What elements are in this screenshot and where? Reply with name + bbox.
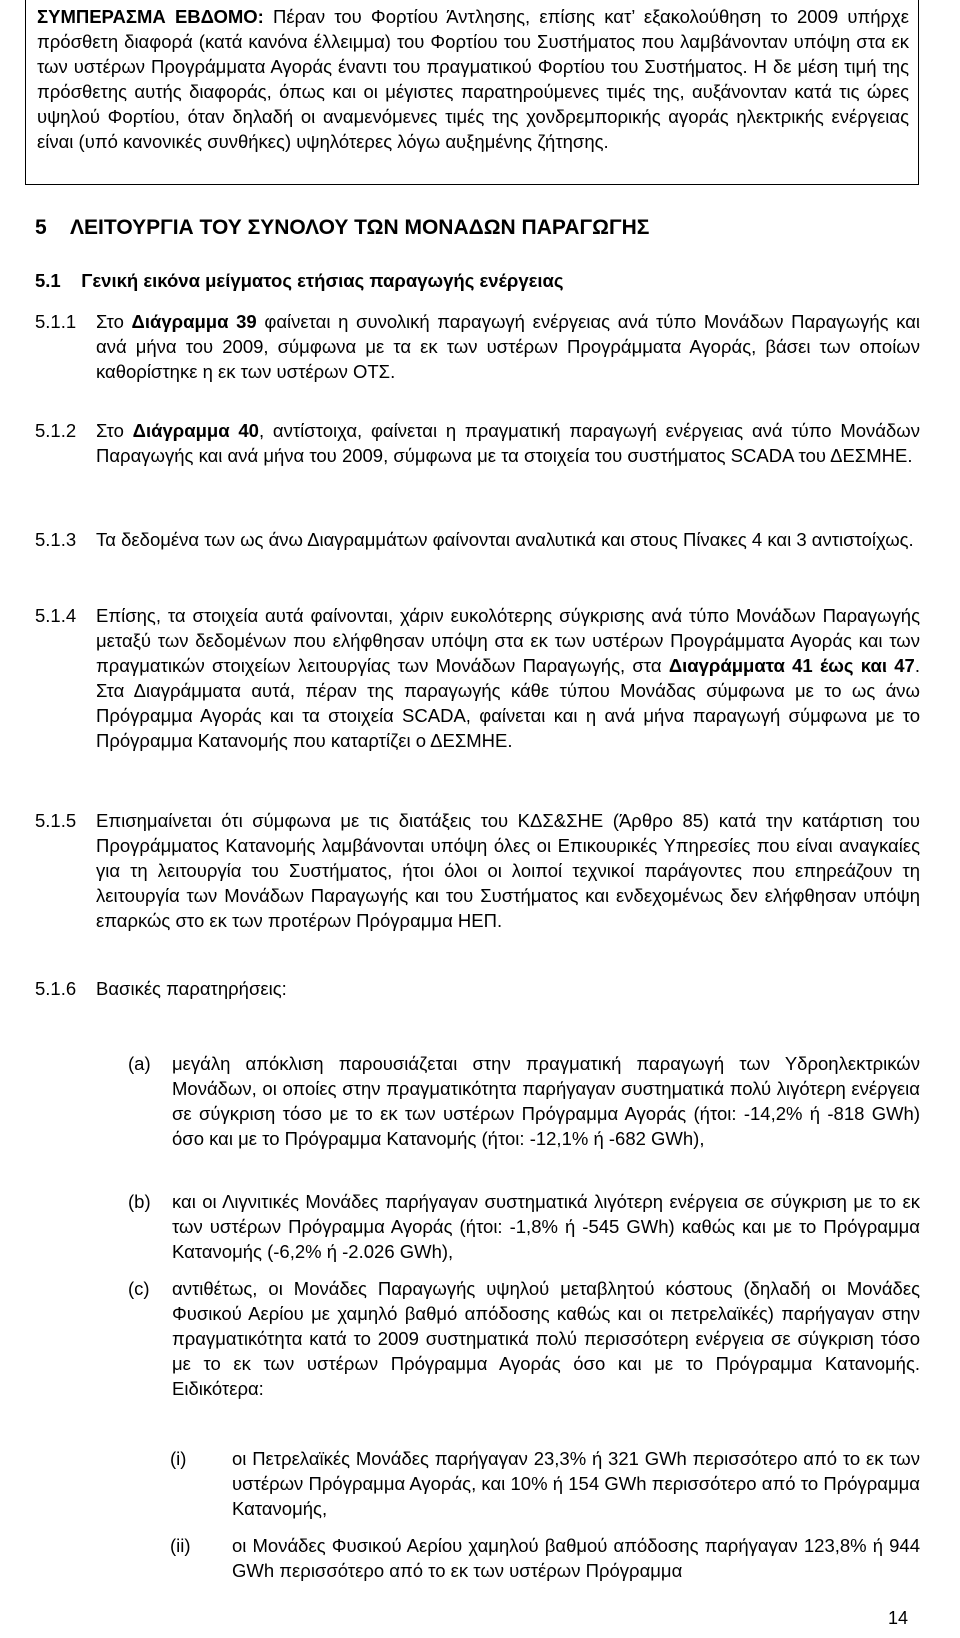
paragraph-number: 5.1.6 [35,978,77,999]
conclusion-box [25,0,919,185]
subsection-heading [35,268,564,293]
figure-reference: Διάγραμμα 40 [132,420,259,441]
section-heading [35,214,649,242]
paragraph-text: Επισημαίνεται ότι σύμφωνα με τις διατάξεις του ΚΔΣ&ΣΗΕ (Άρθρο 85) κατά την κατάρτιση του Προγράμματος Κατανομής λαμβάνονται υπόψη όλες οι Επικουρικές Υπηρεσίες που είναι αναγκαίες για τη λειτουργία του Συστήματος, ήτοι όλοι οι λοιποί τεχνικοί παράγοντες που επηρεάζουν τη λειτουργία των Μονάδων Παραγωγής και του Συστήματος και ενδεχομένως δεν ελήφθησαν υπόψη επαρκώς στο εκ των προτέρων Πρόγραμμα ΗΕΠ. [96,810,920,931]
section-title: ΛΕΙΤΟΥΡΓΙΑ ΤΟΥ ΣΥΝΟΛΟΥ ΤΩΝ ΜΟΝΑΔΩΝ ΠΑΡΑΓΩΓΗΣ [70,216,650,239]
list-item-text: αντιθέτως, οι Μονάδες Παραγωγής υψηλού μεταβλητού κόστους (δηλαδή οι Μονάδες Φυσικού Αερίου με χαμηλό βαθμό απόδοσης καθώς και οι πετρελαϊκές) παρήγαγαν στην πραγματικότητα κατά το 2009 συστηματικά πολύ περισσότερη ενέργεια σε σύγκριση τόσο με το εκ των υστέρων Πρόγραμμα Αγοράς όσο και με το Πρόγραμμα Κατανομής. Ειδικότερα: [172,1278,920,1399]
paragraph-text: Στο Διάγραμμα 40, αντίστοιχα, φαίνεται η πραγματική παραγωγή ενέργειας ανά τύπο Μονάδων Παραγωγής και ανά μήνα του 2009, σύμφωνα με τα στοιχεία του συστήματος SCADA του ΔΕΣΜΗΕ. [96,420,920,466]
paragraph-text: Βασικές παρατηρήσεις: [96,978,287,999]
paragraph-number: 5.1.5 [35,810,77,831]
conclusion-text: Πέραν του Φορτίου Άντλησης, επίσης κατ’ εξακολούθηση το 2009 υπήρχε πρόσθετη διαφορά (κατά κανόνα έλλειμμα) του Φορτίου του Συστήματος που λαμβάνονταν υπόψη στα εκ των υστέρων Προγράμματα Αγοράς έναντι του πραγματικού Φορτίου του Συστήματος. Η δε μέση τιμή της πρόσθετης αυτής διαφοράς, όπως και οι μέγιστες παρατηρούμενες τιμές της, αυξάνονταν κατά τις ώρες υψηλού Φορτίου, όταν δηλαδή οι αναμενόμενες τιμές της χονδρεμπορικής αγοράς ηλεκτρικής ενέργειας είναι (υπό κανονικές συνθήκες) υψηλότερες λόγω αυξημένης ζήτησης. [37,6,909,152]
subsection-number: 5.1 [35,270,61,291]
paragraph-text: Τα δεδομένα των ως άνω Διαγραμμάτων φαίνονται αναλυτικά και στους Πίνακες 4 και 3 αντιστοίχως. [96,529,914,550]
conclusion-label: ΣΥΜΠΕΡΑΣΜΑ ΕΒΔΟΜΟ: [37,6,264,27]
paragraph-text: Επίσης, τα στοιχεία αυτά φαίνονται, χάριν ευκολότερης σύγκρισης ανά τύπο Μονάδων Παραγωγής μεταξύ των δεδομένων που ελήφθησαν υπόψη στα εκ των υστέρων Προγράμματα Αγοράς και των πραγματικών στοιχείων λειτουργίας των Μονάδων Παραγωγής, στα Διαγράμματα 41 έως και 47. Στα Διαγράμματα αυτά, πέραν της παραγωγής κάθε τύπου Μονάδας σύμφωνα με το ως άνω Πρόγραμμα Αγοράς και τα στοιχεία SCADA, φαίνεται και η ανά μήνα παραγωγή σύμφωνα με το Πρόγραμμα Κατανομής που καταρτίζει ο ΔΕΣΜΗΕ. [96,605,920,751]
list-item-text: οι Μονάδες Φυσικού Αερίου χαμηλού βαθμού απόδοσης παρήγαγαν 123,8% ή 944 GWh περισσότερο από το εκ των υστέρων Πρόγραμμα [232,1535,920,1581]
figure-reference: Διάγραμμα 39 [131,311,257,332]
paragraph-text: Στο Διάγραμμα 39 φαίνεται η συνολική παραγωγή ενέργειας ανά τύπο Μονάδων Παραγωγής και ανά μήνα του 2009, σύμφωνα με τα εκ των υστέρων Προγράμματα Αγοράς, βάσει των οποίων καθορίστηκε η εκ των υστέρων ΟΤΣ. [96,311,921,382]
figure-reference: Διαγράμματα 41 έως και 47 [668,655,915,676]
paragraph-number: 5.1.2 [35,420,77,441]
paragraph-number: 5.1.4 [35,605,77,626]
list-item-text: μεγάλη απόκλιση παρουσιάζεται στην πραγματική παραγωγή των Υδροηλεκτρικών Μονάδων, οι οποίες στην πραγματικότητα παρήγαγαν συστηματικά πολύ λιγότερη ενέργεια σε σύγκριση τόσο με το εκ των υστέρων Πρόγραμμα Αγοράς (ήτοι: -14,2% ή -818 GWh) όσο και με το Πρόγραμμα Κατανομής (ήτοι: -12,1% ή -682 GWh), [172,1053,920,1149]
list-label: (c) [128,1278,150,1299]
subsection-title: Γενική εικόνα μείγματος ετήσιας παραγωγής ενέργειας [81,270,564,291]
list-label: (i) [170,1448,187,1469]
page-number: 14 [887,1608,908,1628]
list-label: (b) [128,1191,151,1212]
list-label: (ii) [170,1535,191,1556]
list-item-text: οι Πετρελαϊκές Μονάδες παρήγαγαν 23,3% ή 321 GWh περισσότερο από το εκ των υστέρων Πρόγραμμα Αγοράς, και 10% ή 154 GWh περισσότερο από το Πρόγραμμα Κατανομής, [232,1448,920,1519]
paragraph-number: 5.1.3 [35,529,77,550]
list-label: (a) [128,1053,151,1074]
paragraph-number: 5.1.1 [35,311,77,332]
section-number: 5 [35,216,47,239]
list-item-text: και οι Λιγνιτικές Μονάδες παρήγαγαν συστηματικά λιγότερη ενέργεια σε σύγκριση με το εκ των υστέρων Πρόγραμμα Αγοράς (ήτοι: -1,8% ή -545 GWh) καθώς και με το Πρόγραμμα Κατανομής (-6,2% ή -2.026 GWh), [172,1191,920,1262]
